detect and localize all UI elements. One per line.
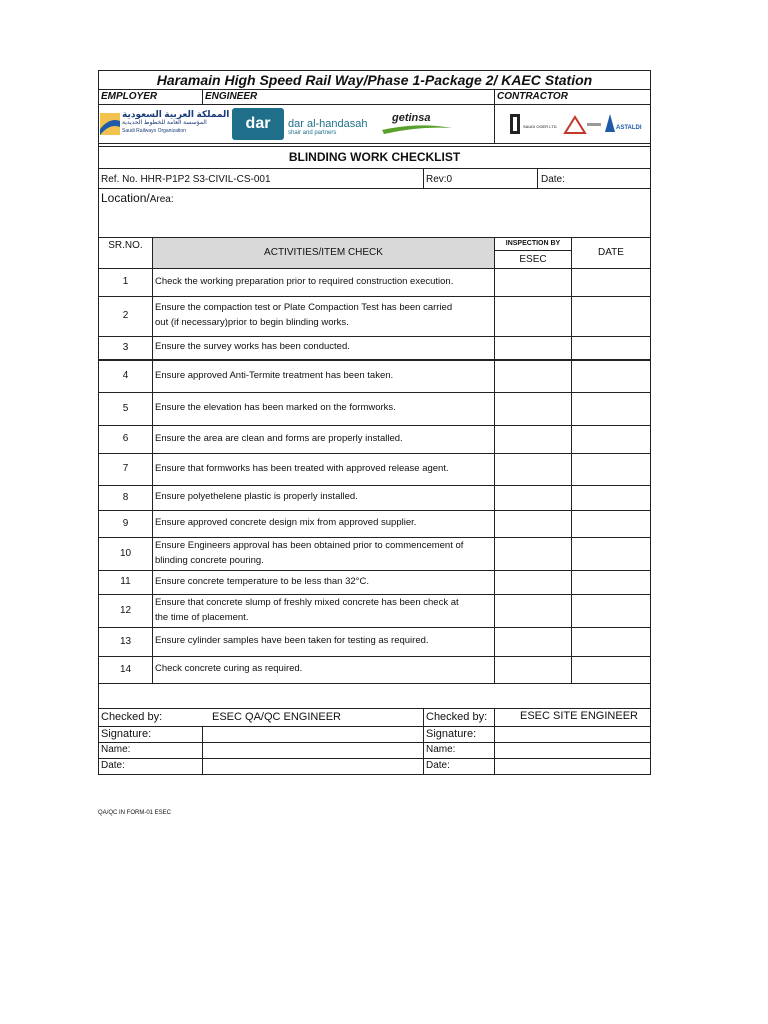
rule bbox=[494, 708, 495, 774]
rule bbox=[537, 168, 538, 188]
activity-text: Ensure cylinder samples have been taken for testing as required. bbox=[155, 635, 429, 646]
rule bbox=[98, 336, 651, 337]
rule bbox=[98, 296, 651, 297]
astaldi-logo bbox=[605, 114, 649, 136]
row-number: 3 bbox=[122, 341, 129, 353]
rule bbox=[494, 89, 495, 143]
rule bbox=[98, 168, 651, 169]
area-text: Area: bbox=[149, 194, 174, 205]
dar-subname: shair and partners bbox=[288, 130, 337, 136]
rule bbox=[98, 742, 651, 743]
rule bbox=[423, 708, 424, 774]
activity-text: Ensure approved Anti-Termite treatment has been taken. bbox=[155, 369, 394, 381]
row-number: 4 bbox=[122, 370, 129, 381]
rule bbox=[98, 758, 651, 759]
esec-header: ESEC bbox=[519, 254, 547, 265]
sr-no-header: SR.NO. bbox=[108, 240, 143, 251]
location-text: Location/ bbox=[101, 191, 150, 205]
rule bbox=[98, 570, 651, 571]
row-number: 12 bbox=[119, 604, 132, 616]
rule bbox=[98, 89, 651, 90]
inspection-by-header: INSPECTION BY bbox=[505, 240, 561, 247]
activity-text: out (if necessary)prior to begin blinding works. bbox=[155, 317, 349, 328]
row-number: 2 bbox=[122, 310, 129, 321]
getinsa-logo bbox=[382, 112, 454, 136]
date-header: DATE bbox=[598, 247, 624, 258]
date-left-label: Date: bbox=[101, 760, 125, 771]
contractor-emblem-icon bbox=[563, 115, 603, 135]
row-number: 1 bbox=[122, 276, 129, 287]
row-number: 11 bbox=[120, 576, 131, 587]
activity-text: Ensure that formworks has been treated with approved release agent. bbox=[155, 462, 449, 474]
name-right-label: Name: bbox=[426, 744, 456, 755]
saudi-railways-logo bbox=[100, 108, 230, 140]
activity-text: Ensure the survey works has been conducted. bbox=[155, 341, 350, 352]
employer-arabic-subname: المؤسسة العامة للخطوط الحديدية bbox=[122, 120, 207, 126]
activity-text: Ensure the elevation has been marked on the formworks. bbox=[155, 402, 396, 413]
activity-text: blinding concrete pouring. bbox=[155, 554, 264, 566]
activity-text: the time of placement. bbox=[155, 611, 249, 623]
rule bbox=[495, 250, 572, 251]
getinsa-swoosh-icon bbox=[382, 124, 454, 136]
rule bbox=[98, 146, 651, 147]
getinsa-name: getinsa bbox=[392, 112, 431, 124]
activity-text: Check the working preparation prior to required construction execution. bbox=[155, 275, 454, 287]
activity-text: Ensure the area are clean and forms are properly installed. bbox=[155, 432, 403, 444]
activity-text: Check concrete curing as required. bbox=[155, 663, 303, 674]
rule bbox=[98, 188, 651, 189]
activity-text: Ensure polyethelene plastic is properly installed. bbox=[155, 491, 358, 502]
rule bbox=[98, 656, 651, 657]
form-title: Haramain High Speed Rail Way/Phase 1-Package 2/ KAEC Station bbox=[156, 72, 593, 88]
rule bbox=[98, 774, 651, 775]
checked-by-left-label: Checked by: bbox=[101, 711, 163, 723]
rule bbox=[98, 594, 651, 595]
signature-left-label: Signature: bbox=[101, 728, 152, 740]
railway-emblem-icon bbox=[100, 111, 122, 137]
row-number: 13 bbox=[119, 635, 132, 647]
form-code-footer: QA/QC IN FORM-01 ESEC bbox=[98, 810, 172, 816]
rule bbox=[98, 104, 651, 105]
activity-text: Ensure concrete temperature to be less than 32°C. bbox=[155, 575, 369, 587]
rule bbox=[98, 683, 651, 684]
rule bbox=[98, 237, 651, 238]
rule bbox=[571, 237, 572, 683]
signature-right-label: Signature: bbox=[426, 728, 477, 740]
astaldi-name: ASTALDI bbox=[616, 125, 642, 131]
rule bbox=[98, 537, 651, 538]
rule bbox=[202, 89, 203, 104]
activity-text: Ensure Engineers approval has been obtained prior to commencement of bbox=[155, 539, 464, 551]
rule bbox=[98, 485, 651, 486]
saudi-oger-logo bbox=[510, 114, 562, 136]
row-number: 9 bbox=[122, 517, 129, 529]
rule bbox=[98, 268, 651, 269]
rule bbox=[98, 392, 651, 393]
rule bbox=[98, 510, 651, 511]
dar-name: dar al-handasah bbox=[288, 118, 368, 130]
rule bbox=[423, 168, 424, 188]
dar-al-handasah-logo bbox=[232, 108, 372, 140]
rule bbox=[494, 237, 495, 683]
contractor-label: CONTRACTOR bbox=[497, 91, 568, 102]
rev-label: Rev:0 bbox=[426, 174, 453, 185]
employer-english-name: Saudi Railways Organization bbox=[122, 128, 186, 134]
rule bbox=[98, 359, 651, 361]
activity-text: Ensure that concrete slump of freshly mixed concrete has been check at bbox=[155, 596, 459, 608]
right-role: ESEC SITE ENGINEER bbox=[520, 710, 638, 722]
date-label: Date: bbox=[541, 174, 565, 185]
dar-monogram-text: dar bbox=[245, 115, 271, 132]
location-label bbox=[101, 191, 174, 207]
saudi-oger-name: SAUDI OGER LTD. bbox=[523, 124, 558, 129]
rule bbox=[98, 70, 651, 71]
row-number: 5 bbox=[122, 402, 129, 414]
activity-text: Ensure approved concrete design mix from approved supplier. bbox=[155, 517, 417, 528]
rule bbox=[98, 143, 651, 144]
ref-number: Ref. No. HHR-P1P2 S3-CIVIL-CS-001 bbox=[101, 174, 271, 185]
row-number: 10 bbox=[119, 547, 132, 559]
engineer-label: ENGINEER bbox=[205, 91, 258, 102]
dar-monogram bbox=[232, 108, 284, 140]
left-role: ESEC QA/QC ENGINEER bbox=[212, 711, 341, 723]
rule bbox=[98, 627, 651, 628]
employer-label: EMPLOYER bbox=[101, 91, 158, 102]
activity-text: Ensure the compaction test or Plate Compaction Test has been carried bbox=[155, 302, 453, 313]
row-number: 14 bbox=[119, 663, 132, 675]
row-number: 6 bbox=[122, 433, 129, 444]
rule bbox=[98, 726, 651, 727]
rule bbox=[152, 237, 153, 683]
rule bbox=[98, 453, 651, 454]
date-right-label: Date: bbox=[426, 760, 450, 771]
row-number: 7 bbox=[122, 463, 129, 474]
checked-by-right-label: Checked by: bbox=[426, 711, 488, 723]
activities-header: ACTIVITIES/ITEM CHECK bbox=[264, 247, 383, 258]
saudi-oger-emblem-icon bbox=[510, 114, 520, 134]
employer-arabic-name: المملكة العربية السعودية bbox=[122, 109, 230, 119]
row-number: 8 bbox=[122, 491, 129, 503]
checklist-title: BLINDING WORK CHECKLIST bbox=[288, 150, 461, 164]
name-left-label: Name: bbox=[101, 744, 131, 755]
rule bbox=[202, 726, 203, 774]
rule bbox=[650, 70, 651, 774]
rule bbox=[98, 708, 651, 709]
rule bbox=[98, 425, 651, 426]
astaldi-emblem-icon bbox=[605, 114, 615, 132]
